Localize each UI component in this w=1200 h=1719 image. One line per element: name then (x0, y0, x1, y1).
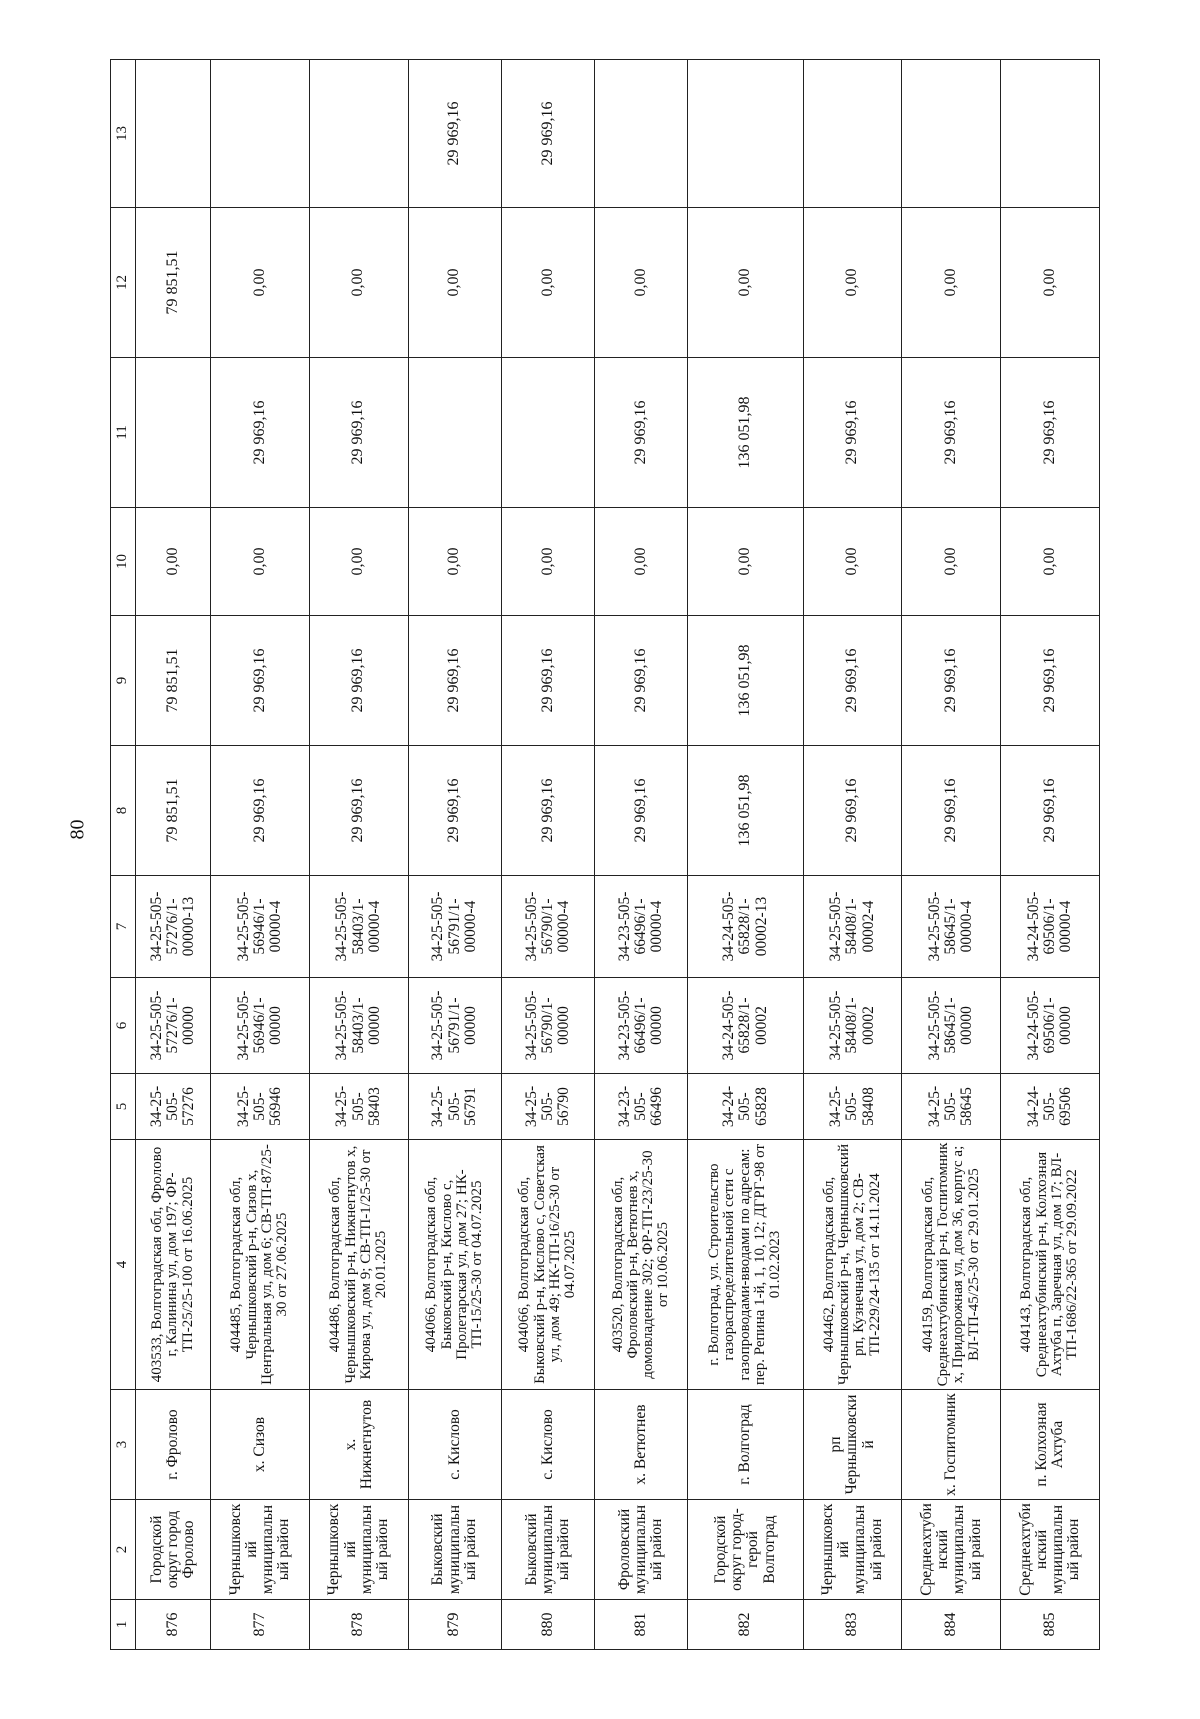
amount-10: 0,00 (408, 508, 501, 616)
column-header: 1 (111, 1600, 136, 1650)
address: г. Волгоград, ул. Строительство газораспределительной сети с газопроводами-вводами по адресам: пер. Репина 1-й, 1, 10, 12; ДГРГ-98 от 01.02.2023 (688, 1140, 803, 1390)
amount-10: 0,00 (1001, 508, 1100, 616)
municipality: Среднеахтубинский муниципальный район (902, 1500, 1001, 1600)
amount-9: 136 051,98 (688, 616, 803, 746)
amount-8: 29 969,16 (803, 746, 902, 876)
code-5: 34-25-505-56946 (211, 1074, 310, 1140)
address: 404143, Волгоградская обл, Среднеахтубинский р-н, Колхозная Ахтуба п, Заречная ул, дом 17; ВЛ-ТП-1686/22-365 от 29.09.2022 (1001, 1140, 1100, 1390)
amount-13 (902, 60, 1001, 208)
row-number: 881 (595, 1600, 688, 1650)
amount-8: 29 969,16 (211, 746, 310, 876)
code-6: 34-24-505-69506/1-00000 (1001, 978, 1100, 1074)
code-7: 34-25-505-57276/1-00000-13 (136, 876, 211, 978)
code-7: 34-25-505-58645/1-00000-4 (902, 876, 1001, 978)
row-number: 880 (501, 1600, 594, 1650)
code-5: 34-25-505-58645 (902, 1074, 1001, 1140)
amount-10: 0,00 (501, 508, 594, 616)
code-7: 34-25-505-56790/1-00000-4 (501, 876, 594, 978)
amount-9: 29 969,16 (595, 616, 688, 746)
amount-11 (501, 358, 594, 508)
address: 403533, Волгоградская обл, Фролово г, Калинина ул, дом 197; ФР-ТП-25/25-100 от 16.06.2025 (136, 1140, 211, 1390)
settlement: г. Волгоград (688, 1390, 803, 1500)
settlement: п. Колхозная Ахтуба (1001, 1390, 1100, 1500)
column-header: 10 (111, 508, 136, 616)
amount-12: 0,00 (1001, 208, 1100, 358)
code-6: 34-25-505-56946/1-00000 (211, 978, 310, 1074)
amount-8: 29 969,16 (501, 746, 594, 876)
amount-8: 29 969,16 (595, 746, 688, 876)
settlement: г. Фролово (136, 1390, 211, 1500)
column-header: 8 (111, 746, 136, 876)
amount-9: 29 969,16 (408, 616, 501, 746)
table-row (136, 60, 211, 1650)
row-number: 878 (309, 1600, 408, 1650)
settlement: х. Сизов (211, 1390, 310, 1500)
amount-9: 29 969,16 (803, 616, 902, 746)
municipality: Быковский муниципальный район (501, 1500, 594, 1600)
amount-9: 29 969,16 (211, 616, 310, 746)
table-row (902, 60, 1001, 1650)
municipality: Городской округ город-герой Волгоград (688, 1500, 803, 1600)
amount-8: 136 051,98 (688, 746, 803, 876)
amount-12: 79 851,51 (136, 208, 211, 358)
municipality: Чернышковский муниципальный район (803, 1500, 902, 1600)
table-row (803, 60, 902, 1650)
code-6: 34-25-505-56790/1-00000 (501, 978, 594, 1074)
amount-11 (136, 358, 211, 508)
amount-13 (595, 60, 688, 208)
address: 403520, Волгоградская обл, Фроловский р-н, Ветютнев х, домовладение 302; ФР-ТП-23/25-30 от 10.06.2025 (595, 1140, 688, 1390)
column-header: 9 (111, 616, 136, 746)
amount-8: 79 851,51 (136, 746, 211, 876)
column-header: 4 (111, 1140, 136, 1390)
amount-8: 29 969,16 (902, 746, 1001, 876)
address: 404066, Волгоградская обл, Быковский р-н, Кислово с, Советская ул, дом 49; НК-ТП-16/25-30 от 04.07.2025 (501, 1140, 594, 1390)
code-5: 34-25-505-56791 (408, 1074, 501, 1140)
settlement: рп Чернышковский (803, 1390, 902, 1500)
code-5: 34-23-505-66496 (595, 1074, 688, 1140)
amount-9: 29 969,16 (1001, 616, 1100, 746)
amount-12: 0,00 (803, 208, 902, 358)
municipality: Среднеахтубинский муниципальный район (1001, 1500, 1100, 1600)
amount-13 (1001, 60, 1100, 208)
code-7: 34-25-505-56791/1-00000-4 (408, 876, 501, 978)
municipality: Быковский муниципальный район (408, 1500, 501, 1600)
settlement: х. Нижнегнутов (309, 1390, 408, 1500)
settlement: с. Кислово (408, 1390, 501, 1500)
amount-11: 29 969,16 (595, 358, 688, 508)
address: 404486, Волгоградская обл, Чернышковский р-н, Нижнегнутов х, Кирова ул, дом 9; СВ-ТП-1/25-30 от 20.01.2025 (309, 1140, 408, 1390)
amount-11: 29 969,16 (309, 358, 408, 508)
code-7: 34-24-505-65828/1-00002-13 (688, 876, 803, 978)
row-number: 884 (902, 1600, 1001, 1650)
code-7: 34-25-505-58408/1-00002-4 (803, 876, 902, 978)
amount-10: 0,00 (902, 508, 1001, 616)
amount-10: 0,00 (688, 508, 803, 616)
table-row (408, 60, 501, 1650)
code-7: 34-23-505-66496/1-00000-4 (595, 876, 688, 978)
municipality: Фроловский муниципальный район (595, 1500, 688, 1600)
amount-8: 29 969,16 (408, 746, 501, 876)
municipality: Городской округ город Фролово (136, 1500, 211, 1600)
amount-13 (803, 60, 902, 208)
table-row (595, 60, 688, 1650)
code-5: 34-25-505-57276 (136, 1074, 211, 1140)
amount-10: 0,00 (136, 508, 211, 616)
amount-8: 29 969,16 (309, 746, 408, 876)
amount-13: 29 969,16 (408, 60, 501, 208)
code-6: 34-25-505-58645/1-00000 (902, 978, 1001, 1074)
amount-13: 29 969,16 (501, 60, 594, 208)
amount-10: 0,00 (595, 508, 688, 616)
code-6: 34-25-505-56791/1-00000 (408, 978, 501, 1074)
address: 404485, Волгоградская обл, Чернышковский р-н, Сизов х, Центральная ул, дом 6; СВ-ТП-87/25-30 от 27.06.2025 (211, 1140, 310, 1390)
amount-12: 0,00 (501, 208, 594, 358)
amount-10: 0,00 (309, 508, 408, 616)
table-row (688, 60, 803, 1650)
column-header: 13 (111, 60, 136, 208)
code-6: 34-23-505-66496/1-00000 (595, 978, 688, 1074)
settlement: х. Госпитомник (902, 1390, 1001, 1500)
amount-11: 29 969,16 (211, 358, 310, 508)
amount-10: 0,00 (803, 508, 902, 616)
municipality: Чернышковский муниципальный район (211, 1500, 310, 1600)
amount-9: 29 969,16 (501, 616, 594, 746)
address: 404066, Волгоградская обл, Быковский р-н, Кислово с, Пролетарская ул, дом 27; НК-ТП-15/25-30 от 04.07.2025 (408, 1140, 501, 1390)
code-7: 34-24-505-69506/1-00000-4 (1001, 876, 1100, 978)
code-5: 34-24-505-65828 (688, 1074, 803, 1140)
row-number: 877 (211, 1600, 310, 1650)
amount-12: 0,00 (595, 208, 688, 358)
amount-10: 0,00 (211, 508, 310, 616)
settlement: с. Кислово (501, 1390, 594, 1500)
code-5: 34-24-505-69506 (1001, 1074, 1100, 1140)
code-5: 34-25-505-56790 (501, 1074, 594, 1140)
table-row (211, 60, 310, 1650)
code-6: 34-25-505-58408/1-00002 (803, 978, 902, 1074)
code-6: 34-25-505-58403/1-00000 (309, 978, 408, 1074)
code-7: 34-25-505-58403/1-00000-4 (309, 876, 408, 978)
amount-13 (211, 60, 310, 208)
rotated-table-container (110, 60, 1100, 1650)
amount-11 (408, 358, 501, 508)
row-number: 876 (136, 1600, 211, 1650)
row-number: 882 (688, 1600, 803, 1650)
amount-11: 29 969,16 (803, 358, 902, 508)
table-row (501, 60, 594, 1650)
column-header: 12 (111, 208, 136, 358)
row-number: 879 (408, 1600, 501, 1650)
amount-11: 29 969,16 (902, 358, 1001, 508)
column-header: 6 (111, 978, 136, 1074)
table-row (1001, 60, 1100, 1650)
amount-9: 79 851,51 (136, 616, 211, 746)
code-5: 34-25-505-58408 (803, 1074, 902, 1140)
column-header: 7 (111, 876, 136, 978)
amount-12: 0,00 (408, 208, 501, 358)
header-row (111, 60, 136, 1650)
amount-12: 0,00 (211, 208, 310, 358)
data-table (110, 59, 1100, 1650)
amount-9: 29 969,16 (309, 616, 408, 746)
amount-12: 0,00 (309, 208, 408, 358)
amount-13 (136, 60, 211, 208)
column-header: 2 (111, 1500, 136, 1600)
amount-13 (309, 60, 408, 208)
municipality: Чернышковский муниципальный район (309, 1500, 408, 1600)
amount-12: 0,00 (688, 208, 803, 358)
amount-11: 29 969,16 (1001, 358, 1100, 508)
address: 404462, Волгоградская обл, Чернышковский р-н, Чернышковский рп, Кузнечная ул, дом 2; СВ-ТП-229/24-135 от 14.11.2024 (803, 1140, 902, 1390)
amount-13 (688, 60, 803, 208)
amount-9: 29 969,16 (902, 616, 1001, 746)
address: 404159, Волгоградская обл, Среднеахтубинский р-н, Госпитомник х, Придорожная ул, дом 36, корпус а; ВЛ-ТП-45/25-30 от 29.01.2025 (902, 1140, 1001, 1390)
column-header: 5 (111, 1074, 136, 1140)
amount-12: 0,00 (902, 208, 1001, 358)
amount-11: 136 051,98 (688, 358, 803, 508)
column-header: 11 (111, 358, 136, 508)
amount-8: 29 969,16 (1001, 746, 1100, 876)
code-7: 34-25-505-56946/1-00000-4 (211, 876, 310, 978)
row-number: 883 (803, 1600, 902, 1650)
column-header: 3 (111, 1390, 136, 1500)
row-number: 885 (1001, 1600, 1100, 1650)
page-number: 80 (66, 819, 89, 840)
code-6: 34-25-505-57276/1-00000 (136, 978, 211, 1074)
table-row (309, 60, 408, 1650)
code-5: 34-25-505-58403 (309, 1074, 408, 1140)
code-6: 34-24-505-65828/1-00002 (688, 978, 803, 1074)
settlement: х. Ветютнев (595, 1390, 688, 1500)
